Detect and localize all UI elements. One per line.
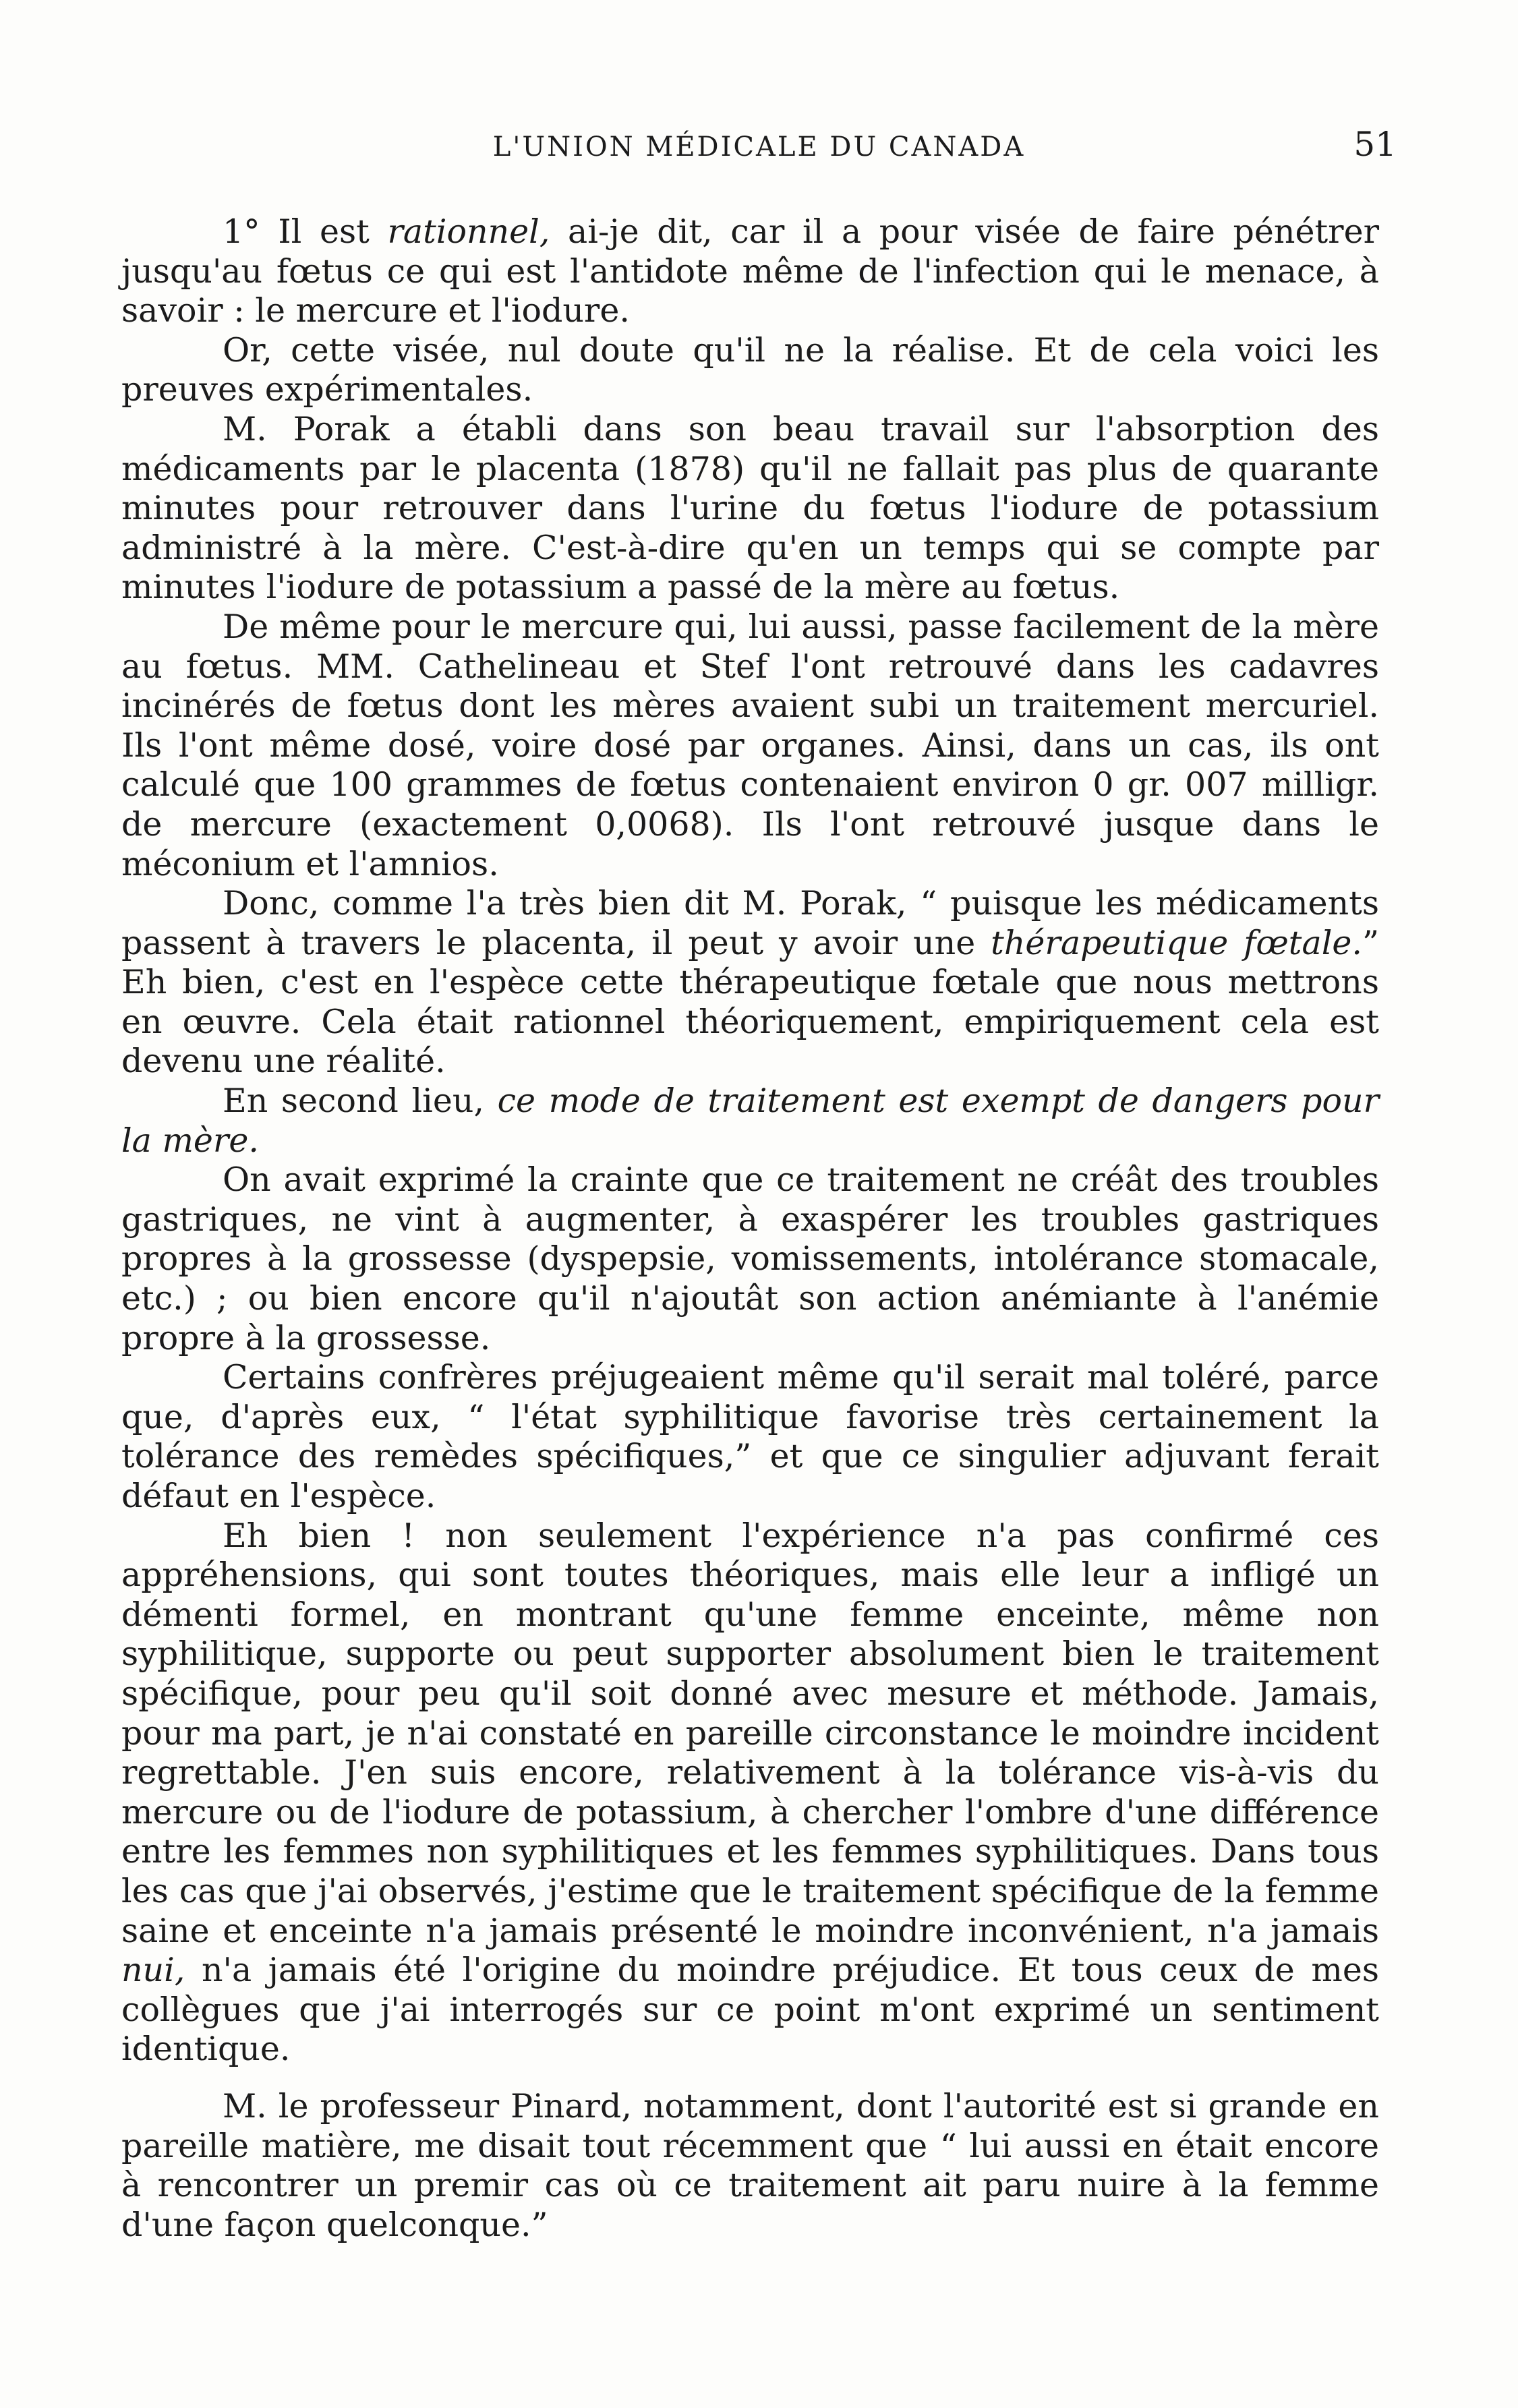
- text-run: M. le professeur Pinard, notamment, dont l'autorité est si grande en pareille matière, me disait tout récemment que “ lui aussi en était encore à rencontrer un premir cas où ce traitement ait paru nuire à la femme d'une façon quelconque.”: [121, 2086, 1379, 2244]
- italic-text: thérapeutique fœtale.: [991, 923, 1362, 962]
- paragraph: [121, 1161, 1379, 1358]
- text-run: En second lieu,: [223, 1082, 498, 1121]
- paragraph: [121, 410, 1379, 608]
- body-text: [121, 212, 1379, 2245]
- italic-text: nui,: [121, 1951, 185, 1990]
- text-run: ” Eh bien, c'est en l'espèce cette thérapeutique fœtale que nous mettrons en œuvre. Cela était rationnel théoriquement, empiriquement cela est devenu une réalité.: [121, 923, 1380, 1081]
- text-run: Eh bien ! non seulement l'expérience n'a pas confirmé ces appréhensions, qui sont toutes théoriques, mais elle leur a infligé un démenti formel, en montrant qu'une femme enceinte, même non syphilitique, supporte ou peut supporter absolument bien le traitement spécifique, pour peu qu'il soit donné avec mesure et méthode. Jamais, pour ma part, je n'ai constaté en pareille circonstance le moindre incident regrettable. J'en suis encore, relativement à la tolérance vis-à-vis du mercure ou de l'iodure de potassium, à chercher l'ombre d'une différence entre les femmes non syphilitiques et les femmes syphilitiques. Dans tous les cas que j'ai observés, j'estime que le traitement spécifique de la femme saine et enceinte n'a jamais présenté le moindre inconvénient, n'a jamais: [121, 1516, 1379, 1950]
- text-run: Certains confrères préjugeaient même qu'il serait mal toléré, parce que, d'après eux, “ l'état syphilitique favorise très certainement la tolérance des remèdes spécifiques,” et que ce singulier adjuvant ferait défaut en l'espèce.: [121, 1358, 1379, 1515]
- paragraph: [121, 608, 1379, 884]
- running-title: L'UNION MÉDICALE DU CANADA: [492, 131, 1026, 163]
- text-run: Donc, comme l'a très bien dit M. Porak, “ puisque les médicaments passent à travers le placenta, il peut y avoir une: [121, 884, 1379, 962]
- text-run: Or, cette visée, nul doute qu'il ne la réalise. Et de cela voici les preuves expérimentales.: [121, 330, 1379, 409]
- paragraph: [121, 212, 1379, 331]
- paragraph: [121, 1082, 1379, 1161]
- page-number: 51: [1353, 125, 1397, 164]
- text-run: ai-je dit, car il a pour visée de faire pénétrer jusqu'au fœtus ce qui est l'antidote même de l'infection qui le menace, à savoir : le mercure et l'iodure.: [121, 212, 1380, 330]
- paragraph: [121, 884, 1379, 1082]
- page-header: [121, 125, 1397, 172]
- paragraph: [121, 1517, 1379, 2069]
- text-run: 1° Il est: [223, 212, 388, 251]
- paragraph: [121, 331, 1379, 410]
- text-run: De même pour le mercure qui, lui aussi, passe facilement de la mère au fœtus. MM. Cathelineau et Stef l'ont retrouvé dans les cadavres incinérés de fœtus dont les mères avaient subi un traitement mercuriel. Ils l'ont même dosé, voire dosé par organes. Ainsi, dans un cas, ils ont calculé que 100 grammes de fœtus contenaient environ 0 gr. 007 milligr. de mercure (exactement 0,0068). Ils l'ont retrouvé jusque dans le méconium et l'amnios.: [121, 607, 1379, 883]
- italic-text: rationnel,: [387, 212, 550, 251]
- italic-text: ce mode de traitement est exempt de dangers pour la mère.: [121, 1082, 1379, 1160]
- paragraph: [121, 2087, 1379, 2245]
- text-run: On avait exprimé la crainte que ce traitement ne créât des troubles gastriques, ne vint à augmenter, à exaspérer les troubles gastriques propres à la grossesse (dyspepsie, vomissements, intolérance stomacale, etc.) ; ou bien encore qu'il n'ajoutât son action anémiante à l'anémie propre à la grossesse.: [121, 1161, 1379, 1357]
- text-run: M. Porak a établi dans son beau travail sur l'absorption des médicaments par le placenta (1878) qu'il ne fallait pas plus de quarante minutes pour retrouver dans l'urine du fœtus l'iodure de potassium administré à la mère. C'est-à-dire qu'en un temps qui se compte par minutes l'iodure de potassium a passé de la mère au fœtus.: [121, 409, 1379, 607]
- text-run: n'a jamais été l'origine du moindre préjudice. Et tous ceux de mes collègues que j'ai interrogés sur ce point m'ont exprimé un sentiment identique.: [121, 1951, 1379, 2069]
- paragraph: [121, 1358, 1379, 1516]
